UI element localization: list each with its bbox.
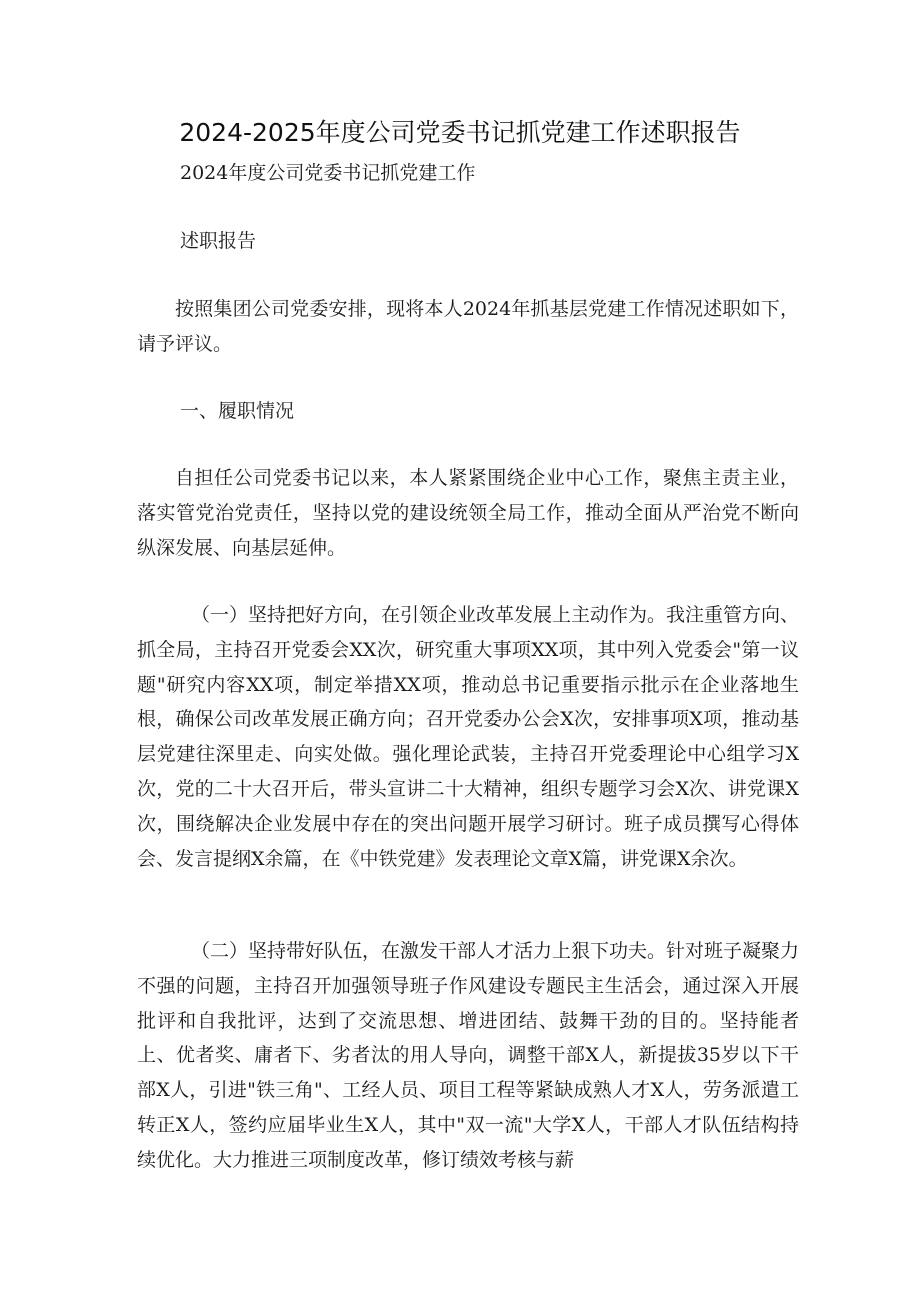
subtitle-line: 2024年度公司党委书记抓党建工作 bbox=[180, 162, 476, 184]
section-heading: 一、履职情况 bbox=[180, 400, 295, 422]
item-one-paragraph: （一）坚持把好方向，在引领企业改革发展上主动作为。我注重管方向、抓全局，主持召开党委会XX次，研究重大事项XX项，其中列入党委会"第一议题"研究内容XX项，制定举措XX项，推动总书记重要指示批示在企业落地生根，确保公司改革发展正确方向；召开党委办公会X次，安排事项X项，推动基层党建往深里走、向实处做。强化理论武装，主持召开党委理论中心组学习X次，党的二十大召开后，带头宣讲二十大精神，组织专题学习会X次、讲党课X次，围绕解决企业发展中存在的突出问题开展学习研讨。班子成员撰写心得体会、发言提纲X余篇，在《中铁党建》发表理论文章X篇，讲党课X余次。 bbox=[137, 604, 800, 870]
item-two-paragraph: （二）坚持带好队伍，在激发干部人才活力上狠下功夫。针对班子凝聚力不强的问题，主持召开加强领导班子作风建设专题民主生活会，通过深入开展批评和自我批评，达到了交流思想、增进团结、鼓舞干劲的目的。坚持能者上、优者奖、庸者下、劣者汰的用人导向，调整干部X人，新提拔35岁以下干部X人，引进"铁三角"、工经人员、项目工程等紧缺成熟人才X人，劳务派遣工转正X人，签约应届毕业生X人，其中"双一流"大学X人，干部人才队伍结构持续优化。大力推进三项制度改革，修订绩效考核与薪 bbox=[137, 940, 800, 1171]
document-title: 2024-2025年度公司党委书记抓党建工作述职报告 bbox=[179, 118, 741, 147]
intro-paragraph: 按照集团公司党委安排，现将本人2024年抓基层党建工作情况述职如下，请予评议。 bbox=[137, 298, 799, 355]
section-intro-paragraph: 自担任公司党委书记以来，本人紧紧围绕企业中心工作，聚焦主责主业，落实管党治党责任，坚持以党的建设统领全局工作，推动全面从严治党不断向纵深发展、向基层延伸。 bbox=[137, 467, 799, 559]
subtitle-line-2: 述职报告 bbox=[180, 230, 257, 252]
